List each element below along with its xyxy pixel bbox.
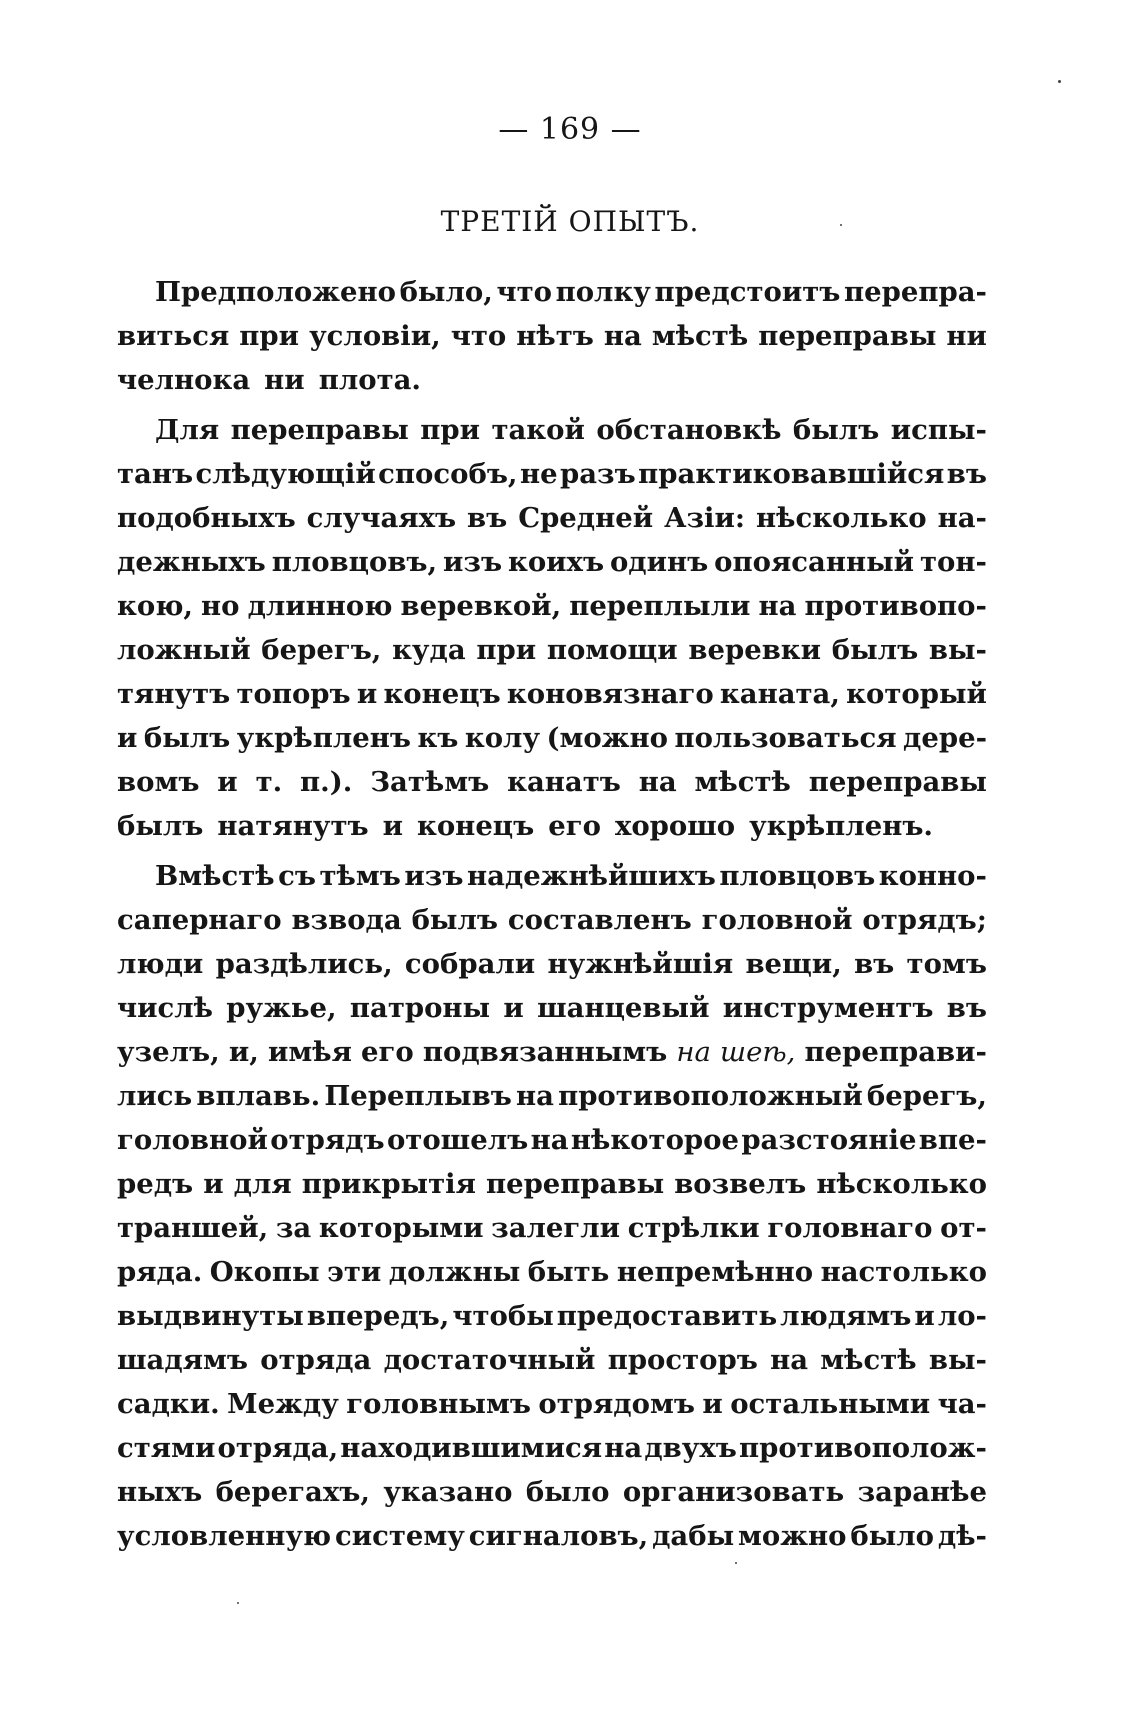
word: стрѣлки [627, 1212, 760, 1244]
word: за [275, 1212, 312, 1244]
word: вещи, [745, 948, 842, 980]
text-line [117, 1426, 987, 1470]
word: и [702, 1388, 723, 1420]
word: шадямъ [117, 1344, 249, 1376]
word: предстоитъ [654, 276, 841, 308]
word: виться [117, 320, 230, 352]
word: слѣдующій [195, 458, 376, 490]
word: куда [392, 634, 466, 666]
word: раздѣлись, [215, 948, 393, 980]
word: тон- [919, 546, 987, 578]
text-line [117, 1206, 987, 1250]
word: испы- [890, 414, 987, 446]
word: съ [278, 860, 316, 892]
word: былъ [117, 810, 204, 842]
word: должны [388, 1256, 521, 1288]
word: было [850, 1520, 935, 1552]
word: ни [946, 320, 987, 352]
word: имѣя [267, 1036, 352, 1068]
word: переправы [808, 766, 987, 798]
word: остальными [730, 1388, 931, 1420]
word: плота. [318, 364, 421, 396]
word: и [203, 1168, 224, 1200]
word: нѣкоторое [570, 1124, 739, 1156]
word: былъ [831, 634, 919, 666]
word: было [525, 1476, 610, 1508]
word: отошелъ [386, 1124, 529, 1156]
word: предоставить [556, 1300, 778, 1332]
word: п.). [300, 766, 353, 798]
text-line [117, 804, 987, 848]
text-line [117, 540, 987, 584]
word: который [846, 678, 987, 710]
text-line [117, 1382, 987, 1426]
word: разстояніе [741, 1124, 917, 1156]
word: настолько [820, 1256, 987, 1288]
text-line [117, 942, 987, 986]
paragraph [117, 270, 987, 402]
word: и [117, 722, 138, 754]
word: но [201, 590, 240, 622]
word: редъ [117, 1168, 194, 1200]
text-line [117, 270, 987, 314]
word: колу [464, 722, 541, 754]
word: залегли [491, 1212, 621, 1244]
paragraph [117, 408, 987, 848]
word: впе- [918, 1124, 987, 1156]
word: на [758, 590, 797, 622]
word: не [519, 458, 558, 490]
word: берегъ, [261, 634, 382, 666]
word: на [515, 1080, 554, 1112]
word: конно- [878, 860, 987, 892]
word: отряда [260, 1344, 372, 1376]
text-line [117, 358, 987, 402]
word: подвязаннымъ [422, 1036, 668, 1068]
word: быть [527, 1256, 610, 1288]
word: при [476, 634, 537, 666]
word: возвелъ [674, 1168, 807, 1200]
word: Затѣмъ [370, 766, 490, 798]
word: дежныхъ [117, 546, 266, 578]
word: и [217, 766, 238, 798]
word: лись [117, 1080, 193, 1112]
word: впередъ, [306, 1300, 450, 1332]
word: его [548, 810, 601, 842]
word: собрали [404, 948, 536, 980]
word: и [356, 678, 378, 710]
word: условіи, [309, 320, 441, 352]
scan-speck [237, 1602, 239, 1604]
word: Вмѣстѣ [155, 860, 275, 892]
word: пловцовъ, [271, 546, 438, 578]
word: мѣстѣ [651, 320, 749, 352]
word: ряда. [117, 1256, 203, 1288]
word: которыми [318, 1212, 484, 1244]
word: нѣтъ [516, 320, 594, 352]
word: при [420, 414, 481, 446]
text-line [117, 1294, 987, 1338]
text-line [117, 986, 987, 1030]
word: надежнѣйшихъ [466, 860, 716, 892]
word: топоръ [236, 678, 351, 710]
word: ло- [937, 1300, 987, 1332]
word: что [450, 320, 507, 352]
word: вы- [928, 1344, 987, 1376]
text-line [117, 1250, 987, 1294]
word: от- [940, 1212, 987, 1244]
word: заранѣе [857, 1476, 987, 1508]
word: веревкой, [400, 590, 562, 622]
word: дабы [652, 1520, 735, 1552]
text-line [117, 898, 987, 942]
word: находившимися [340, 1432, 603, 1464]
word: отрядъ [270, 1124, 385, 1156]
word: Предположено [155, 276, 396, 308]
word: былъ [143, 722, 231, 754]
word: изъ [404, 860, 464, 892]
word: вплавь. [196, 1080, 321, 1112]
word: нѣсколько [755, 502, 927, 534]
word: переправи- [804, 1036, 987, 1068]
word: Переплывъ [324, 1080, 512, 1112]
word: головнаго [767, 1212, 933, 1244]
text-line [117, 584, 987, 628]
text-line [117, 854, 987, 898]
word: на [770, 1344, 809, 1376]
word: непремѣнно [616, 1256, 814, 1288]
word: пловцовъ [719, 860, 876, 892]
word: числѣ [117, 992, 213, 1024]
word: ча- [937, 1388, 987, 1420]
word: укрѣпленъ [236, 722, 411, 754]
word: въ [946, 458, 987, 490]
word: на [603, 320, 642, 352]
word: его [361, 1036, 414, 1068]
word: коихъ [507, 546, 605, 578]
text-line [117, 716, 987, 760]
text-line [117, 760, 987, 804]
word: случаяхъ [306, 502, 457, 534]
word: натянутъ [217, 810, 369, 842]
word: танъ [117, 458, 194, 490]
word: узелъ, [117, 1036, 220, 1068]
word: каната, [719, 678, 840, 710]
word: изъ [443, 546, 503, 578]
word: челнока [117, 364, 251, 396]
section-title: ТРЕТІЙ ОПЫТЪ. [440, 205, 700, 238]
word: коновязнаго [506, 678, 714, 710]
word: перепра- [844, 276, 987, 308]
word: на [638, 766, 677, 798]
text-line [117, 1514, 987, 1558]
word: на- [937, 502, 987, 534]
word: на [676, 1036, 711, 1068]
word: траншей, [117, 1212, 269, 1244]
word: берегъ, [866, 1080, 987, 1112]
word: такой [491, 414, 585, 446]
word: къ [417, 722, 459, 754]
word: стями [117, 1432, 216, 1464]
text-line [117, 1118, 987, 1162]
page-number: — 169 — [498, 112, 642, 147]
word: берегахъ, [215, 1476, 370, 1508]
word: тѣмъ [319, 860, 401, 892]
word: переправы [230, 414, 409, 446]
word: шанцевый [537, 992, 710, 1024]
word: отряда, [217, 1432, 339, 1464]
word: сапернаго [117, 904, 282, 936]
word: просторъ [607, 1344, 758, 1376]
word: вы- [928, 634, 987, 666]
scan-speck [1058, 80, 1061, 83]
word: что [496, 276, 552, 308]
word: организовать [622, 1476, 845, 1508]
word: былъ [411, 904, 498, 936]
text-line [117, 1162, 987, 1206]
word: при [239, 320, 300, 352]
text-line [117, 1030, 987, 1074]
word: выдвинуты [117, 1300, 304, 1332]
text-line [117, 628, 987, 672]
paragraph [117, 854, 987, 1558]
word: ружье, [226, 992, 337, 1024]
word: въ [467, 502, 508, 534]
word: ни [264, 364, 305, 396]
word: головной [117, 1124, 268, 1156]
word: пользоваться [674, 722, 897, 754]
word: хорошо [614, 810, 736, 842]
word: противопо- [804, 590, 987, 622]
word: достаточный [383, 1344, 596, 1376]
word: веревки [688, 634, 822, 666]
word: переправы [758, 320, 937, 352]
word: противоположный [558, 1080, 863, 1112]
text-line [117, 496, 987, 540]
word: былъ [792, 414, 880, 446]
word: мѣстѣ [694, 766, 791, 798]
word: способъ, [378, 458, 518, 490]
word: взвода [291, 904, 402, 936]
word: инструментъ [722, 992, 934, 1024]
word: Азіи: [664, 502, 746, 534]
word: опоясанный [714, 546, 915, 578]
word: людямъ [780, 1300, 912, 1332]
word: (можно [546, 722, 668, 754]
word: и, [228, 1036, 259, 1068]
word: эти [327, 1256, 382, 1288]
word: Между [227, 1388, 339, 1420]
word: головнымъ [346, 1388, 531, 1420]
word: томъ [906, 948, 987, 980]
word: переправы [485, 1168, 665, 1200]
word: переплыли [569, 590, 751, 622]
word: шеѣ, [720, 1036, 796, 1068]
word: ложный [117, 634, 251, 666]
word: Окопы [209, 1256, 320, 1288]
word: одинъ [609, 546, 709, 578]
word: условленную [117, 1520, 332, 1552]
word: систему [335, 1520, 465, 1552]
word: мѣстѣ [820, 1344, 917, 1376]
word: отрядомъ [538, 1388, 695, 1420]
text-line [117, 672, 987, 716]
word: на [604, 1432, 643, 1464]
word: Средней [518, 502, 654, 534]
word: конецъ [383, 678, 501, 710]
word: ныхъ [117, 1476, 203, 1508]
text-line [117, 314, 987, 358]
word: кою, [117, 590, 193, 622]
word: можно [738, 1520, 847, 1552]
word: чтобы [452, 1300, 554, 1332]
word: нужнѣйшія [547, 948, 734, 980]
word: и [503, 992, 524, 1024]
scan-speck [735, 1562, 737, 1564]
word: практиковавшійся [638, 458, 945, 490]
word: садки. [117, 1388, 220, 1420]
word: и [914, 1300, 935, 1332]
word: отрядъ; [862, 904, 987, 936]
text-line [117, 408, 987, 452]
word: сигналовъ, [468, 1520, 649, 1552]
word: въ [854, 948, 895, 980]
word: двухъ [644, 1432, 737, 1464]
word: дере- [903, 722, 987, 754]
word: было, [399, 276, 493, 308]
word: разъ [560, 458, 636, 490]
word: вомъ [117, 766, 200, 798]
word: на [530, 1124, 569, 1156]
word: тянутъ [117, 678, 231, 710]
word: длинною [247, 590, 393, 622]
word: подобныхъ [117, 502, 296, 534]
word: канатъ [507, 766, 621, 798]
word: патроны [349, 992, 491, 1024]
word: Для [155, 414, 220, 446]
text-line [117, 452, 987, 496]
word: въ [946, 992, 987, 1024]
text-line [117, 1470, 987, 1514]
word: указано [383, 1476, 513, 1508]
word: люди [117, 948, 204, 980]
word: помощи [546, 634, 678, 666]
word: составленъ [507, 904, 692, 936]
word: прикрытія [301, 1168, 476, 1200]
scan-speck [840, 224, 842, 226]
text-line [117, 1338, 987, 1382]
word: головной [701, 904, 853, 936]
word: полку [555, 276, 651, 308]
word: т. [255, 766, 283, 798]
word: дѣ- [937, 1520, 987, 1552]
word: нѣсколько [816, 1168, 987, 1200]
word: обстановкѣ [596, 414, 782, 446]
word: противополож- [738, 1432, 987, 1464]
text-line [117, 1074, 987, 1118]
body-text [117, 270, 987, 1564]
word: конецъ [416, 810, 535, 842]
word: укрѣпленъ. [749, 810, 933, 842]
word: и [382, 810, 403, 842]
word: для [233, 1168, 292, 1200]
